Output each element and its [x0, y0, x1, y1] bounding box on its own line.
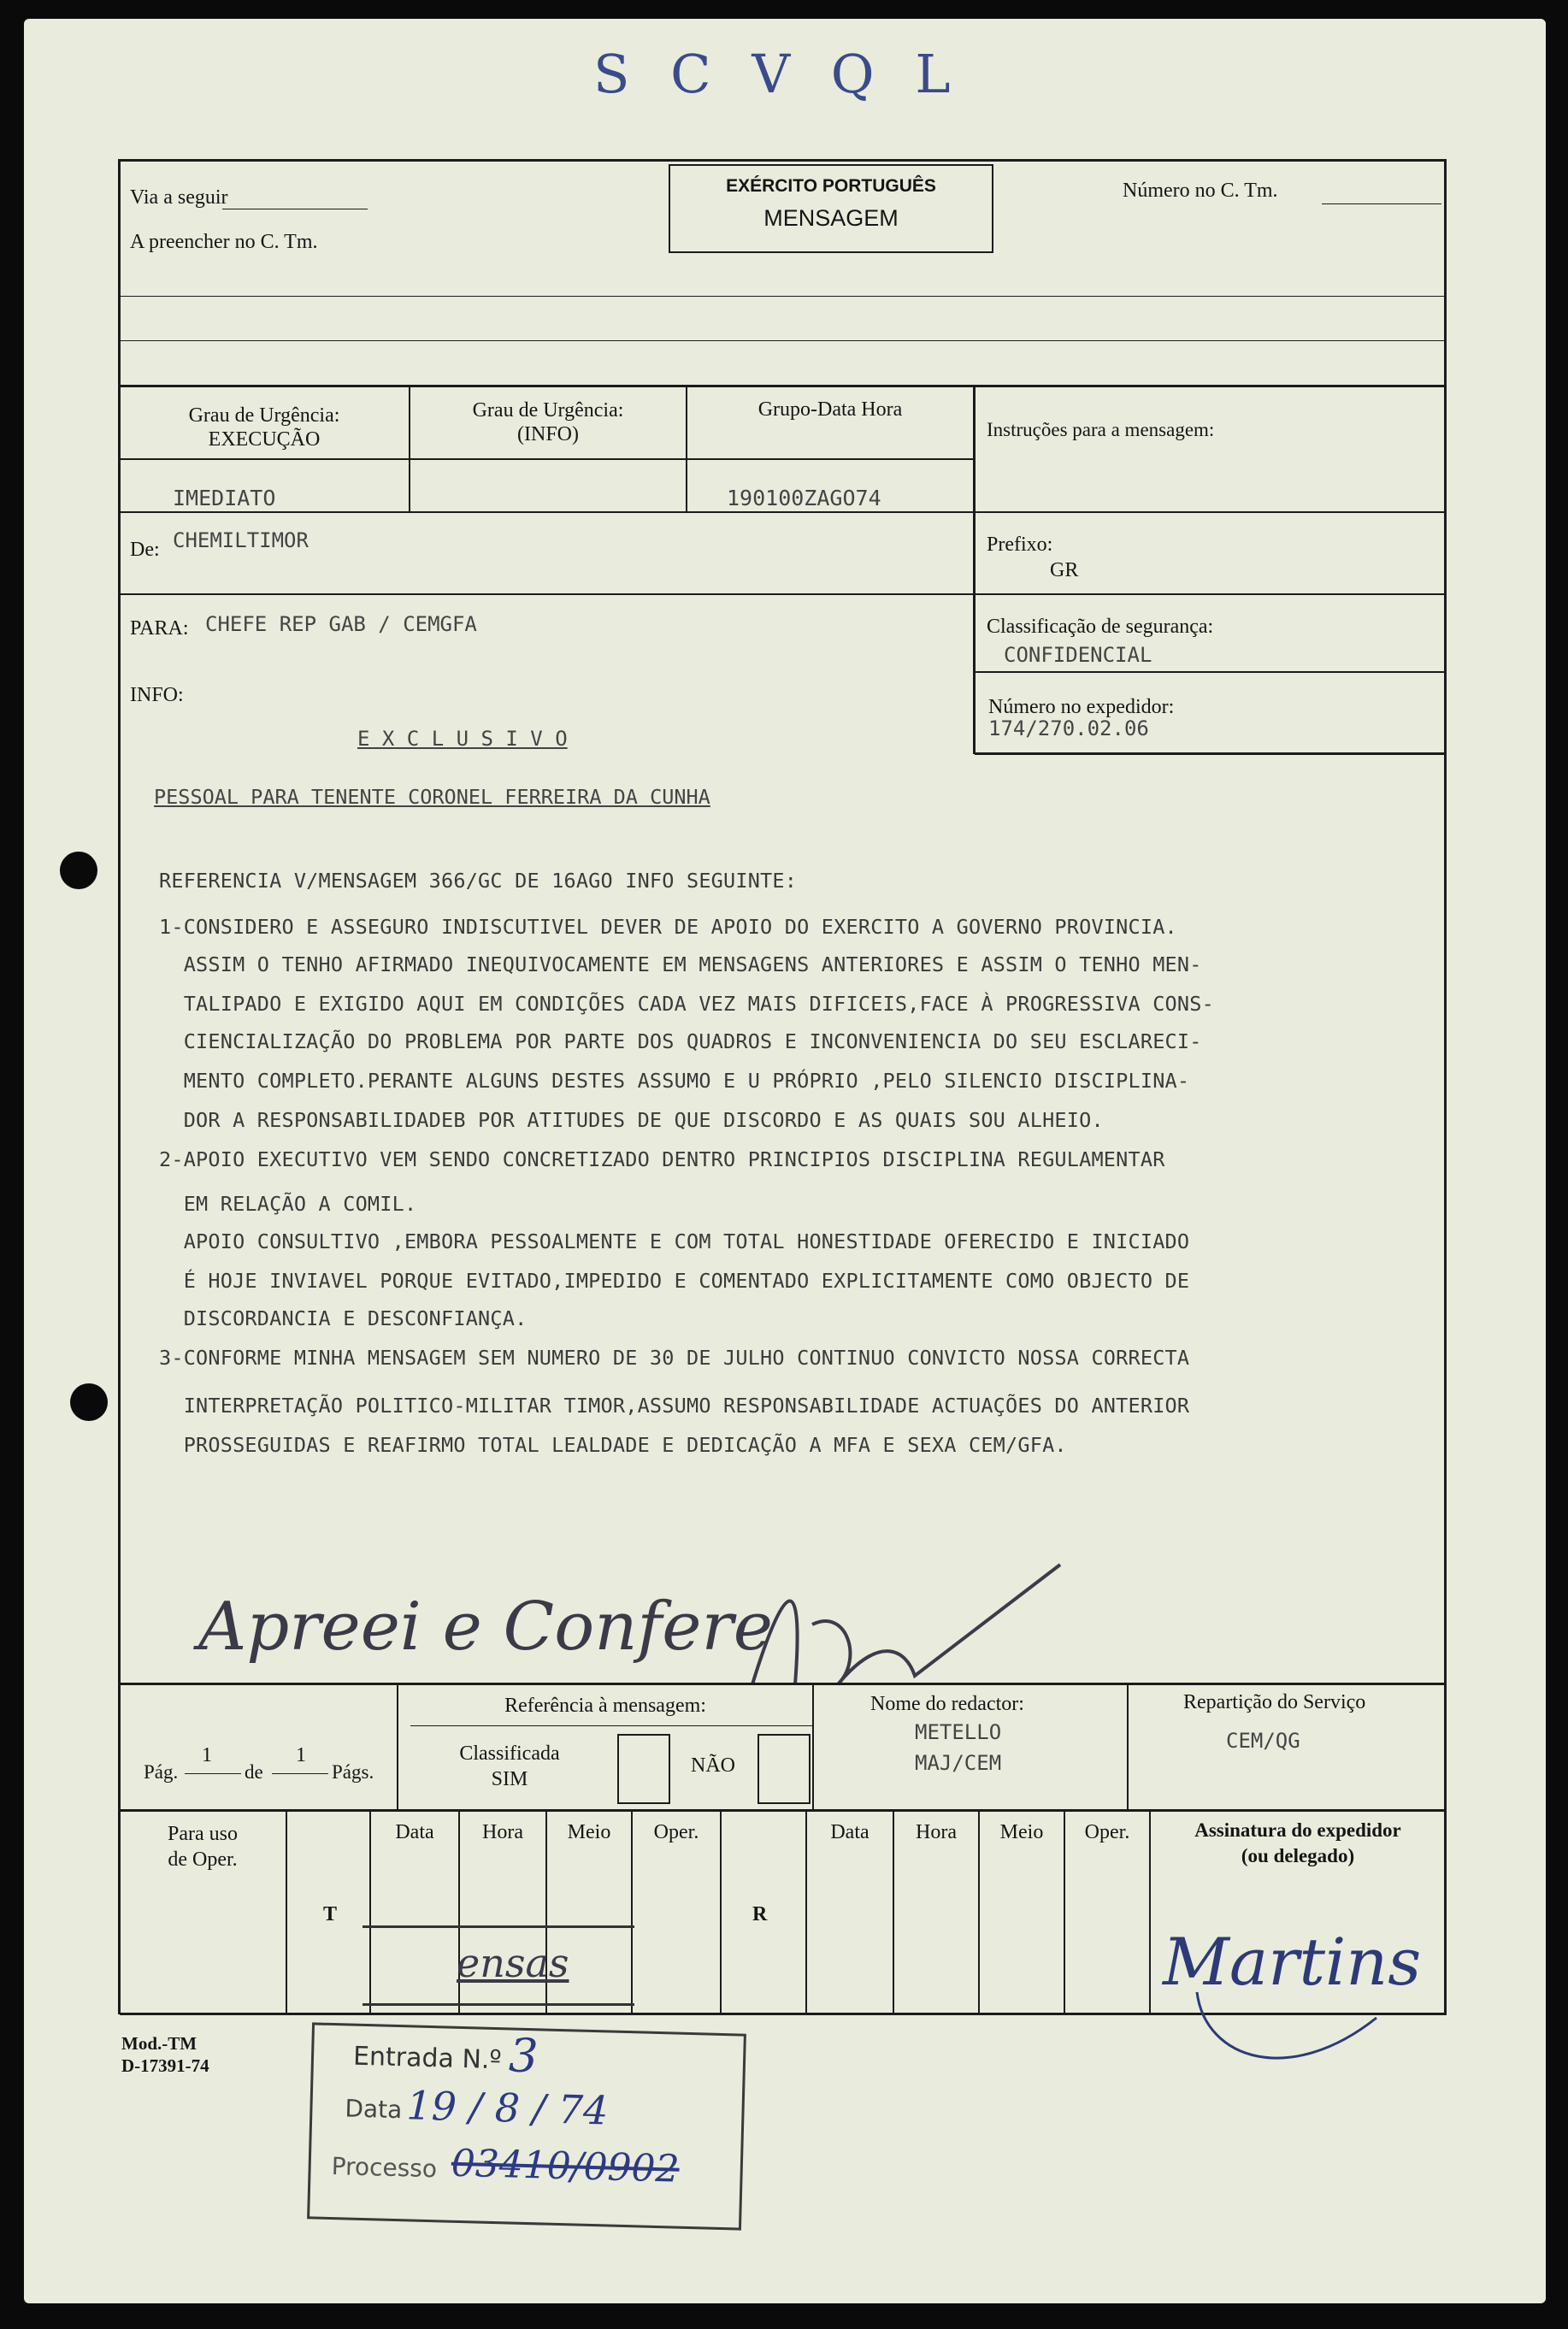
pag-label: Pág.: [144, 1761, 179, 1783]
doc-type: MENSAGEM: [763, 205, 899, 231]
r-hora-header: Hora: [916, 1821, 957, 1843]
de-pag-label: de: [245, 1761, 263, 1783]
classificacao-label: Classificação de segurança:: [987, 616, 1214, 638]
nao-label: NÃO: [691, 1754, 735, 1777]
reparticao-value: CEM/QG: [1226, 1729, 1300, 1753]
message-line: EM RELAÇÃO A COMIL.: [159, 1192, 417, 1216]
message-line: MENTO COMPLETO.PERANTE ALGUNS DESTES ASSUMO E U PRÓPRIO ,PELO SILENCIO DISCIPLINA-: [159, 1069, 1190, 1093]
pag-value: 1: [202, 1744, 212, 1766]
classificada-sim-checkbox[interactable]: [617, 1734, 670, 1804]
processo-label: Processo: [331, 2152, 438, 2184]
via-a-seguir-label: Via a seguir: [130, 186, 228, 209]
urgency-info-label: Grau de Urgência: (INFO): [472, 399, 624, 445]
prefixo-label: Prefixo:: [987, 534, 1053, 556]
pessoal-heading: PESSOAL PARA TENENTE CORONEL FERREIRA DA CUNHA: [154, 785, 710, 809]
message-line: 2-APOIO EXECUTIVO VEM SENDO CONCRETIZADO DENTRO PRINCIPIOS DISCIPLINA REGULAMENTAR: [159, 1147, 1165, 1171]
grupo-data-hora-value: 190100ZAGO74: [727, 486, 881, 510]
numero-c-tm-label: Número no C. Tm.: [1123, 180, 1278, 202]
t-label: T: [323, 1903, 338, 1925]
message-line: É HOJE INVIAVEL PORQUE EVITADO,IMPEDIDO E COMENTADO EXPLICITAMENTE COMO OBJECTO DE: [159, 1269, 1190, 1293]
t-data-header: Data: [395, 1821, 434, 1843]
referencia-label: Referência à mensagem:: [504, 1695, 706, 1717]
redactor-name: METELLO: [915, 1720, 1002, 1744]
de-value: CHEMILTIMOR: [173, 528, 309, 552]
instrucoes-label: Instruções para a mensagem:: [987, 419, 1215, 440]
org-name: EXÉRCITO PORTUGUÊS: [726, 176, 936, 196]
message-line: TALIPADO E EXIGIDO AQUI EM CONDIÇÕES CADA VEZ MAIS DIFICEIS,FACE À PROGRESSIVA CONS-: [159, 992, 1214, 1016]
handwritten-note: Apreei e Confere: [198, 1589, 773, 1666]
para-label: PARA:: [130, 617, 189, 640]
r-data-header: Data: [830, 1821, 869, 1843]
classificacao-value: CONFIDENCIAL: [1004, 643, 1152, 667]
r-label: R: [752, 1903, 768, 1925]
prefixo-value: GR: [1050, 559, 1079, 581]
punch-hole-top: [60, 852, 97, 889]
exclusivo-heading: E X C L U S I V O: [357, 727, 568, 751]
message-line: 3-CONFORME MINHA MENSAGEM SEM NUMERO DE 30 DE JULHO CONTINUO CONVICTO NOSSA CORRECTA: [159, 1346, 1190, 1370]
stamp-data-value: 19 / 8 / 74: [405, 2082, 610, 2134]
oper-stamp-box: [363, 1925, 634, 2006]
info-label: INFO:: [130, 684, 184, 706]
classificada-label: Classificada SIM: [459, 1742, 560, 1790]
signature-flourish: [1188, 1992, 1394, 2086]
oper-stamp-hand: ensas: [457, 1940, 569, 1986]
urgency-exec-value: IMEDIATO: [173, 486, 276, 510]
handwritten-code: S C V Q L: [593, 43, 963, 105]
punch-hole-bottom: [70, 1383, 108, 1421]
para-value: CHEFE REP GAB / CEMGFA: [205, 612, 477, 636]
r-oper-header: Oper.: [1084, 1821, 1130, 1843]
numero-expedidor-value: 174/270.02.06: [988, 716, 1149, 740]
t-hora-header: Hora: [482, 1821, 523, 1843]
message-line: CIENCIALIZAÇÃO DO PROBLEMA POR PARTE DOS QUADROS E INCONVENIENCIA DO SEU ESCLARECI-: [159, 1029, 1202, 1053]
header-title-box: [669, 164, 993, 253]
assinatura-label: Assinatura do expedidor (ou delegado): [1194, 1819, 1401, 1866]
message-line: INTERPRETAÇÃO POLITICO-MILITAR TIMOR,ASSUMO RESPONSABILIDADE ACTUAÇÕES DO ANTERIOR: [159, 1394, 1190, 1418]
reparticao-label: Repartição do Serviço: [1183, 1691, 1366, 1713]
grupo-data-hora-label: Grupo-Data Hora: [757, 398, 903, 421]
redactor-rank: MAJ/CEM: [915, 1751, 1002, 1775]
para-uso-oper-label: Para uso de Oper.: [168, 1823, 238, 1871]
de-pag-value: 1: [296, 1744, 306, 1766]
processo-value: 03410/0902: [451, 2141, 681, 2191]
message-line: PROSSEGUIDAS E REAFIRMO TOTAL LEALDADE E DEDICAÇÃO A MFA E SEXA CEM/GFA.: [159, 1433, 1067, 1457]
message-line: ASSIM O TENHO AFIRMADO INEQUIVOCAMENTE EM MENSAGENS ANTERIORES E ASSIM O TENHO MEN-: [159, 952, 1202, 976]
t-meio-header: Meio: [567, 1821, 611, 1843]
r-meio-header: Meio: [999, 1821, 1044, 1843]
message-line: DOR A RESPONSABILIDADEB POR ATITUDES DE QUE DISCORDO E AS QUAIS SOU ALHEIO.: [159, 1108, 1104, 1132]
numero-expedidor-label: Número no expedidor:: [988, 696, 1175, 718]
a-preencher-label: A preencher no C. Tm.: [130, 231, 318, 253]
mod-line1: Mod.-TM: [121, 2033, 197, 2054]
message-line: REFERENCIA V/MENSAGEM 366/GC DE 16AGO INFO SEGUINTE:: [159, 869, 798, 893]
entrada-stamp: [307, 2022, 746, 2230]
t-oper-header: Oper.: [653, 1821, 699, 1843]
entrada-value: 3: [508, 2028, 539, 2084]
urgency-exec-label: Grau de Urgência: EXECUÇÃO: [188, 404, 340, 451]
pags-label: Págs.: [332, 1761, 374, 1783]
message-line: DISCORDANCIA E DESCONFIANÇA.: [159, 1306, 528, 1330]
de-label: De:: [130, 539, 160, 561]
classificada-nao-checkbox[interactable]: [757, 1734, 811, 1804]
message-line: 1-CONSIDERO E ASSEGURO INDISCUTIVEL DEVER DE APOIO DO EXERCITO A GOVERNO PROVINCIA.: [159, 915, 1177, 939]
stamp-data-label: Data: [345, 2094, 403, 2125]
message-line: APOIO CONSULTIVO ,EMBORA PESSOALMENTE E COM TOTAL HONESTIDADE OFERECIDO E INICIADO: [159, 1229, 1190, 1253]
expedidor-signature: Martins: [1163, 1924, 1422, 2000]
entrada-label: Entrada N.º: [352, 2041, 503, 2076]
redactor-label: Nome do redactor:: [870, 1693, 1024, 1715]
mod-line2: D-17391-74: [121, 2055, 209, 2076]
